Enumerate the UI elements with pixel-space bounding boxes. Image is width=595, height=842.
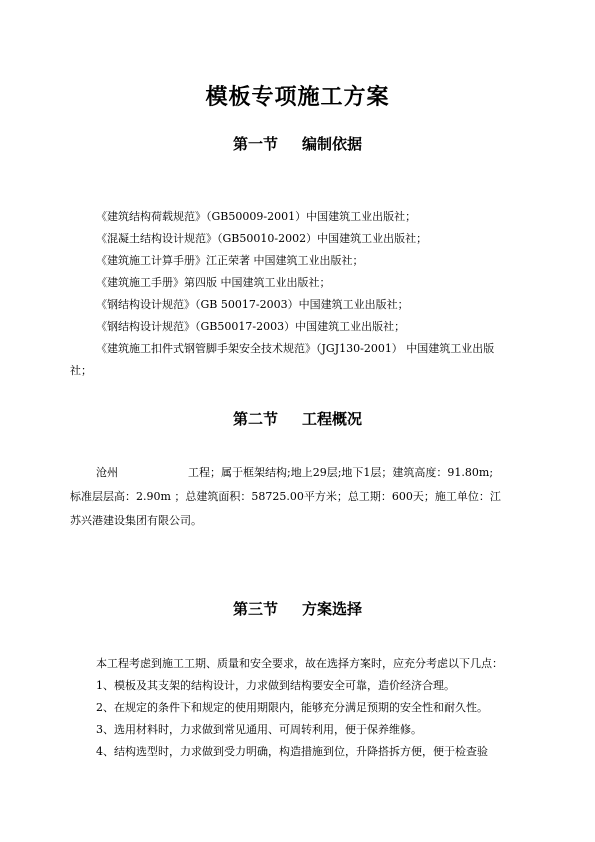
reference-line: 《钢结构设计规范》（GB 50017-2003）中国建筑工业出版社； <box>96 298 409 311</box>
section-3-title: 方案选择 <box>302 600 363 618</box>
plan-intro: 本工程考虑到施工工期、质量和安全要求，故在选择方案时，应充分考虑以下几点： <box>96 657 503 670</box>
section-3-number: 第三节 <box>232 600 278 618</box>
plan-item: 3、选用材料时，力求做到常见通用、可周转利用，便于保养维修。 <box>96 723 422 736</box>
section-2-title: 工程概况 <box>302 410 363 428</box>
plan-item: 1、模板及其支架的结构设计，力求做到结构要安全可靠，造价经济合理。 <box>96 679 455 692</box>
reference-line: 《建筑结构荷载规范》（GB50009-2001）中国建筑工业出版社； <box>96 210 417 223</box>
overview-line-3: 苏兴港建设集团有限公司。 <box>70 514 202 527</box>
plan-item: 2、在规定的条件下和规定的使用期限内，能够充分满足预期的安全性和耐久性。 <box>96 701 488 714</box>
overview-line-1 <box>96 464 493 480</box>
document-title: 模板专项施工方案 <box>205 84 390 110</box>
project-description: 工程；属于框架结构;地上29层;地下1层；建筑高度：91.80m; <box>188 466 494 479</box>
reference-line: 《建筑施工手册》第四版 中国建筑工业出版社； <box>96 276 331 289</box>
reference-line: 《钢结构设计规范》（GB50017-2003）中国建筑工业出版社； <box>96 320 406 333</box>
reference-line-continued: 社； <box>70 364 92 377</box>
section-1-title: 编制依据 <box>302 135 363 153</box>
reference-line: 《建筑施工扣件式钢管脚手架安全技术规范》（JGJ130-2001） 中国建筑工业出版 <box>96 342 495 355</box>
section-2-heading <box>0 408 595 429</box>
reference-line: 《建筑施工计算手册》江正荣著 中国建筑工业出版社； <box>96 254 364 267</box>
reference-line: 《混凝土结构设计规范》（GB50010-2002）中国建筑工业出版社； <box>96 232 428 245</box>
section-3-heading <box>0 598 595 619</box>
plan-item: 4、结构选型时，力求做到受力明确，构造措施到位，升降搭拆方便，便于检查验 <box>96 745 488 758</box>
section-1-number: 第一节 <box>232 135 278 153</box>
project-location: 沧州 <box>96 466 118 479</box>
section-1-heading <box>0 133 595 154</box>
overview-line-2: 标准层层高：2.90m ；总建筑面积：58725.00平方米；总工期：600天；施工单位：江 <box>70 490 501 503</box>
section-2-number: 第二节 <box>232 410 278 428</box>
